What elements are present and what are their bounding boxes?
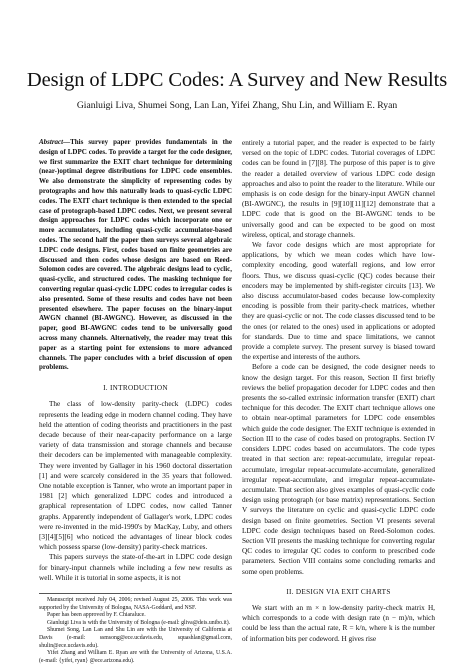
footnote: Yifei Zhang and William E. Ryan are with the University of Arizona, U.S.A. (e-mail: {yifei, ryan} @ece.arizona.edu). <box>39 650 232 664</box>
body-paragraph: We favor code designs which are most appropriate for applications, by which we mean codes which have low-complexity encoding, good waterfall regions, and low error floors. Thus, we discuss quasi-cyclic (QC) codes because their encoders may be implemented by shift-register circuits [13]. We also discuss accumulator-based codes because low-complexity encoding is possible from their parity-check matrices, whether they are quasi-cyclic or not. The code classes discussed tend to be the ones (or related to the ones) used in applications or adopted for standards. Due to time and space limitations, we cannot provide a complete survey. The present survey is biased toward the expertise and interests of the authors. <box>242 241 435 362</box>
abstract-label: Abstract <box>39 138 64 146</box>
left-column <box>39 138 232 665</box>
right-column <box>242 138 435 644</box>
paper-title: Design of LDPC Codes: A Survey and New Results <box>26 69 448 91</box>
footnotes <box>39 593 232 665</box>
paper-authors: Gianluigi Liva, Shumei Song, Lan Lan, Yifei Zhang, Shu Lin, and William E. Ryan <box>76 100 398 111</box>
intro-paragraph: This papers surveys the state-of-the-art in LDPC code design for binary-input channels while including a few new results as well. While it is tutorial in some aspects, it is not <box>39 553 232 582</box>
body-paragraph: We start with an m × n low-density parity-check matrix H, which corresponds to a code with design rate (n − m)/n, which could be less than the actual rate, R = k/n, where k is the number of information bits per codeword. H gives rise <box>242 603 435 643</box>
section-heading-exit-charts: II. DESIGN VIA EXIT CHARTS <box>286 587 391 596</box>
footnote: Shumei Song, Lan Lan and Shu Lin are with the University of California at Davis (e-mail: ssmsong@ece.ucdavis.edu, squashlan@gmail.com, shulin@ece.ucdavis.edu). <box>39 627 232 649</box>
body-paragraph: entirely a tutorial paper, and the reader is expected to be fairly versed on the topic of LDPC codes. Tutorial coverages of LDPC codes can be found in [7][8]. The purpose of this paper is to give the reader a detailed overview of various LDPC code design approaches and also to point the reader to the literature. While our emphasis is on code design for the binary-input AWGN channel (BI-AWGNC), the results in [9][10][11][12] demonstrate that a LDPC code that is good on the BI-AWGNC tends to be universally good and can be expected to be good on most wireless, optical, and storage channels. <box>242 139 435 239</box>
body-paragraph: Before a code can be designed, the code designer needs to know the design target. For this reason, Section II first briefly reviews the belief propagation decoder for LDPC codes and then presents the so-called extrinsic information transfer (EXIT) chart technique for this decoder. The EXIT chart technique allows one to obtain near-optimal parameters for LDPC code ensembles which guide the code designer. The EXIT technique is extended in Section III to the case of codes based on protographs. Section IV considers LDPC codes based on accumulators. The code types treated in that section are: repeat-accumulate, irregular repeat-accumulate, irregular repeat-accumulate-accumulate, generalized irregular repeat-accumulate, and irregular repeat-accumulate-accumulate. That section also gives examples of quasi-cyclic code design using protograph (or base matrix) representations. Section V surveys the literature on cyclic and quasi-cyclic LDPC code design based on finite geometries. Section VI presents several LDPC code design techniques based on Reed-Solomon codes. Section VII presents the masking technique for converting regular QC codes to irregular QC codes to conform to prescribed code parameters. Section VIII contains some concluding remarks and some open problems. <box>242 363 435 576</box>
footnote: Gianluigi Liva is with the University of Bologna (e-mail: gliva@deis.unibo.it). <box>47 619 231 626</box>
abstract <box>39 138 232 373</box>
intro-paragraph: The class of low-density parity-check (LDPC) codes represents the leading edge in modern channel coding. They have held the attention of coding theorists and practitioners in the past decade because of their near-capacity performance on a large variety of data transmission and storage channels and because their decoders can be implemented with manageable complexity. They were invented by Gallager in his 1960 doctoral dissertation [1] and were scarcely considered in the 35 years that followed. One notable exception is Tanner, who wrote an important paper in 1981 [2] which generalized LDPC codes and introduced a graphical representation of LDPC codes, now called Tanner graphs. Apparently independent of Gallager's work, LDPC codes were re-invented in the mid-1990's by MacKay, Luby, and others [3][4][5][6] who noticed the advantages of linear block codes which possess sparse (low-density) parity-check matrices. <box>39 400 232 552</box>
footnote: Paper has been approved by F. Chiaraluce. <box>47 612 146 619</box>
footnote: Manuscript received July 04, 2006; revised August 25, 2006. This work was supported by the University of Bologna, NASA-Goddard, and NSF. <box>39 596 232 611</box>
abstract-text: —This survey paper provides fundamentals in the design of LDPC codes. To provide a target for the code designer, we first summarize the EXIT chart technique for determining (near-)optimal degree distributions for LDPC code ensembles. We also demonstrate the simplicity of representing codes by protographs and how this naturally leads to quasi-cyclic LDPC codes. The EXIT chart technique is then extended to the special case of protograph-based LDPC codes. Next, we present several design approaches for LDPC codes which incorporate one or more accumulators, including quasi-cyclic accumulator-based codes. The second half the paper then surveys several algebraic LDPC code designs. First, codes based on finite geometries are discussed and then codes whose designs are based on Reed-Solomon codes are covered. The algebraic designs lead to cyclic, quasi-cyclic, and structured codes. The masking technique for converting regular quasi-cyclic LDPC codes to irregular codes is also presented. Some of these results and codes have not been presented elsewhere. The paper focuses on the binary-input AWGN channel (BI-AWGNC). However, as discussed in the paper, good BI-AWGNC codes tend to be universally good across many channels. Alternatively, the reader may treat this paper as a starting point for extensions to more advanced channels. The paper concludes with a brief discussion of open problems. <box>39 138 232 372</box>
section-heading-introduction: I. INTRODUCTION <box>103 384 168 393</box>
